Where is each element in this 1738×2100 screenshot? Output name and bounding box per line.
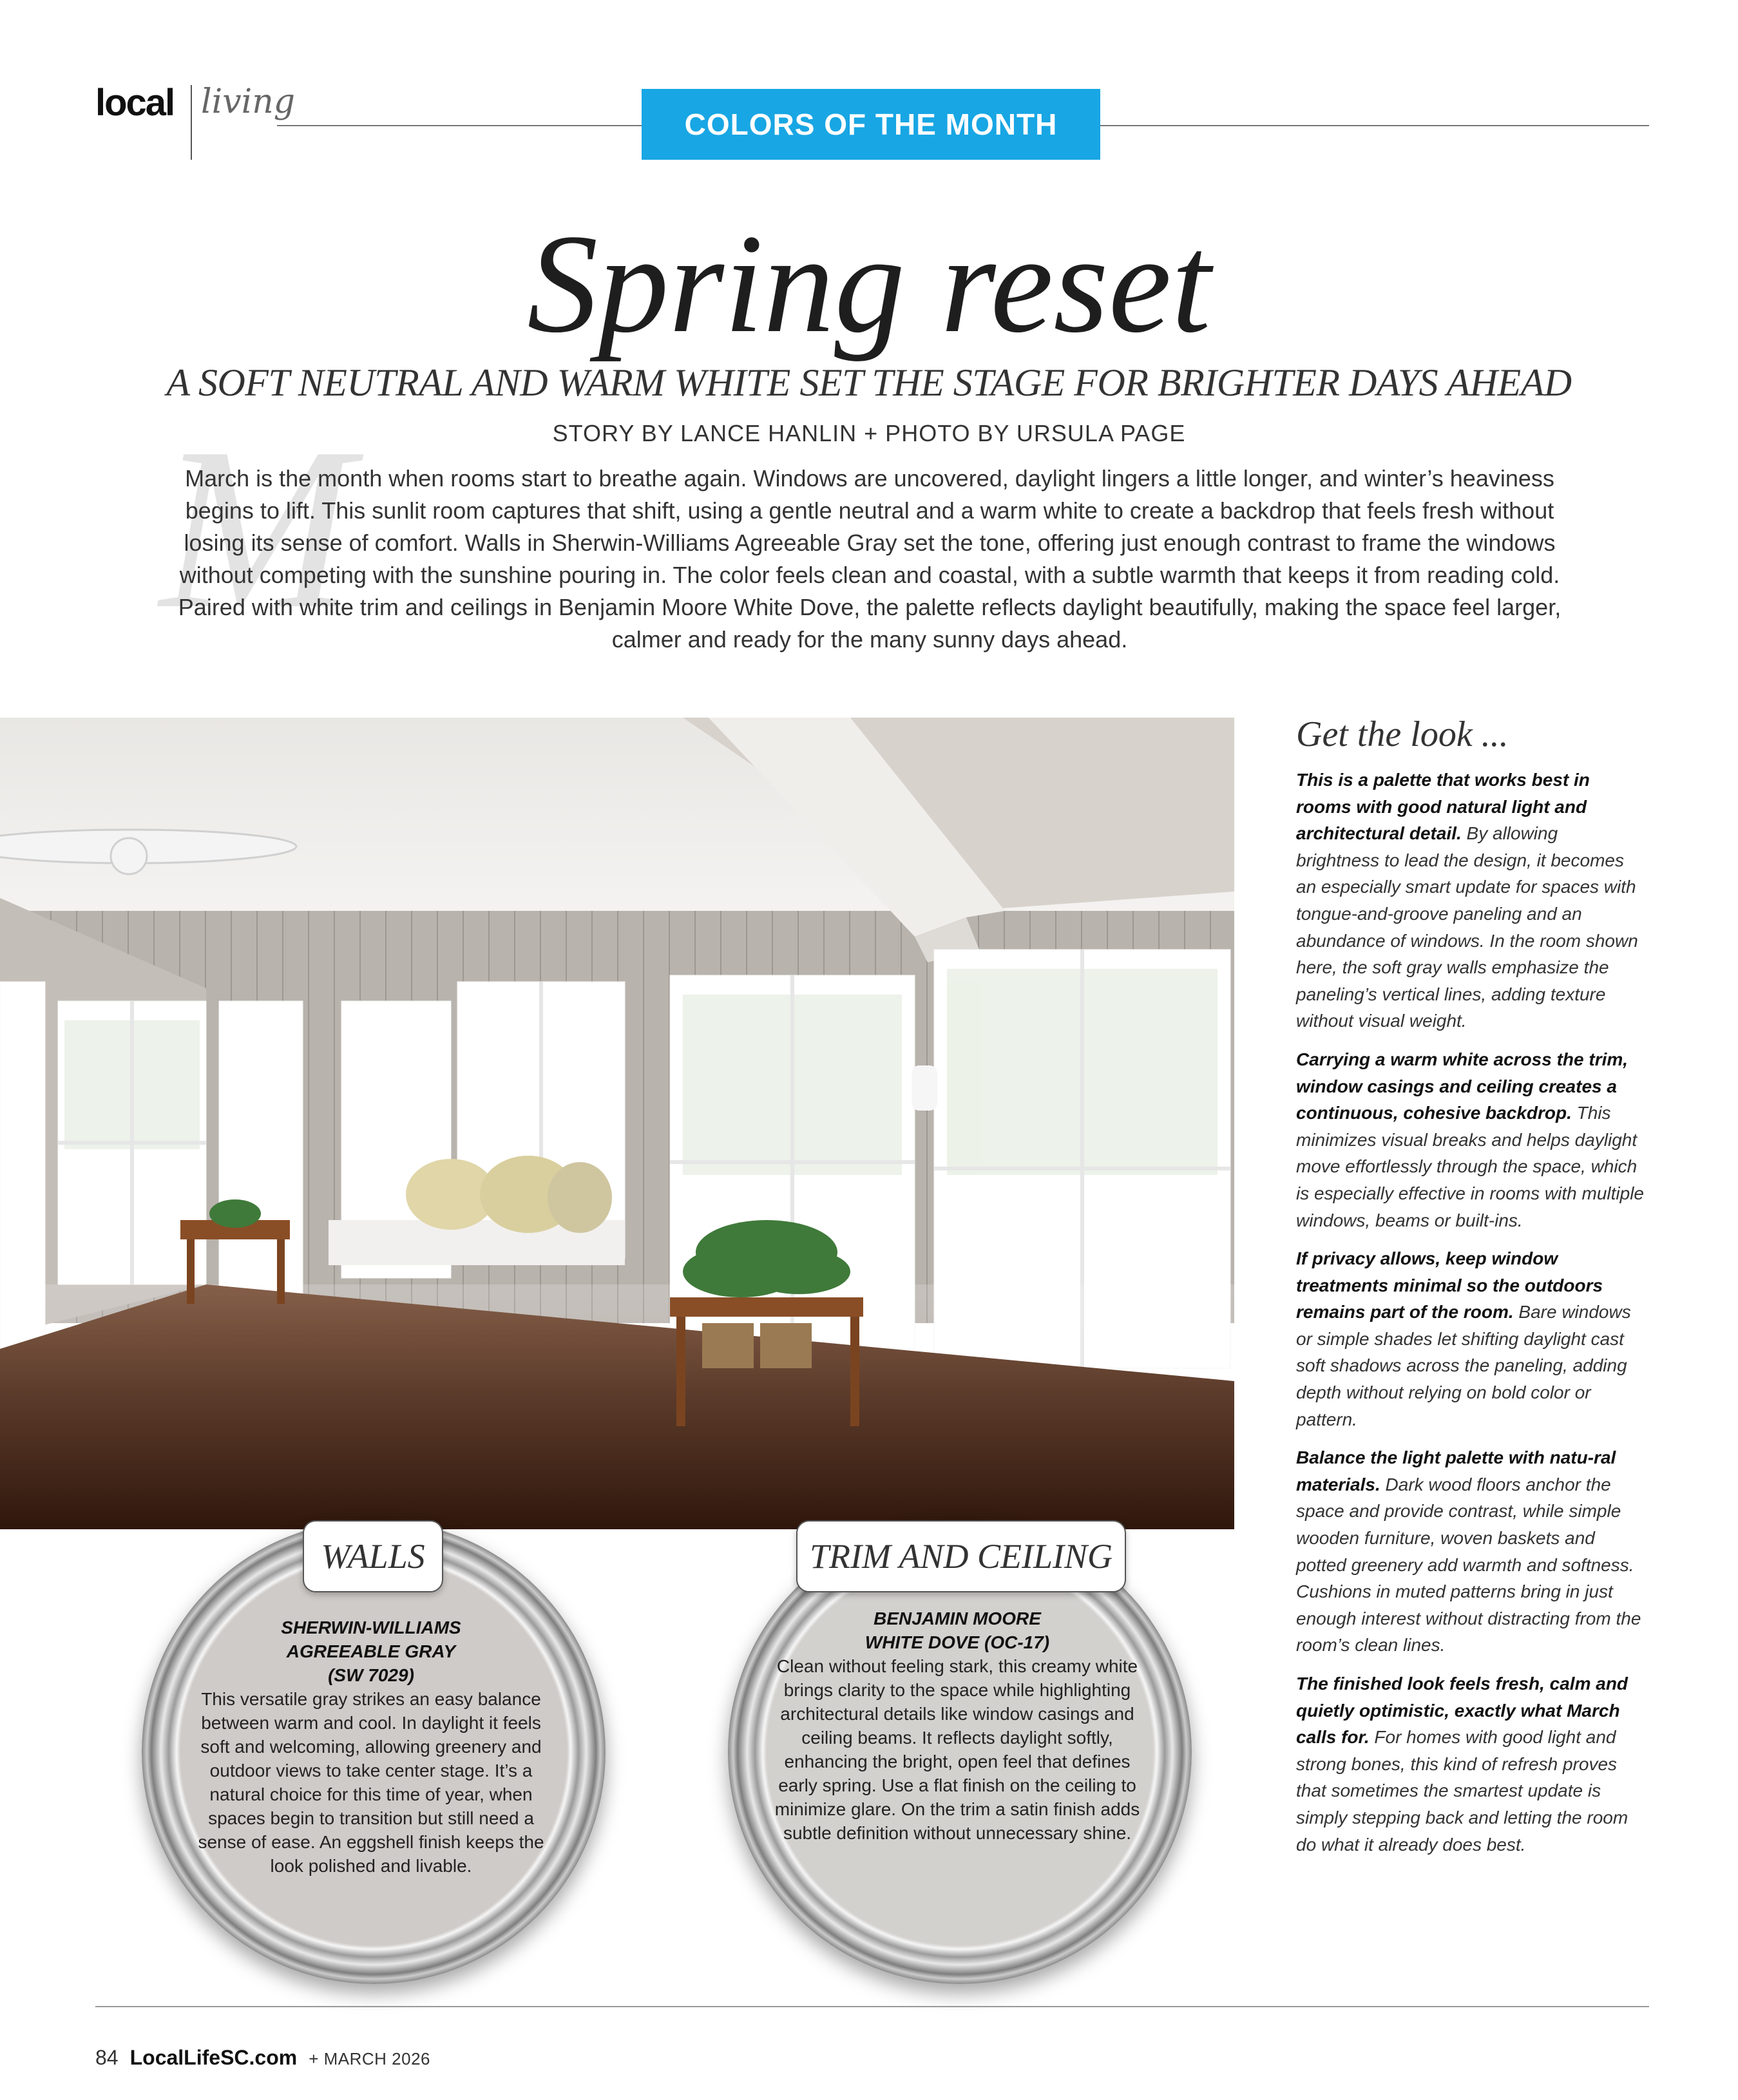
walls-description: This versatile gray strikes an easy balance between warm and cool. In daylight it feels soft and welcoming, allowing greenery and outdoor views to take center stage. It’s a natural choice for this time of year, when spaces begin to transition but still need a sense of ease. An eggshell finish keeps the look polished and livable. bbox=[198, 1689, 544, 1876]
brand-section-name: living bbox=[201, 82, 296, 121]
intro-paragraph: March is the month when rooms start to breathe again. Windows are uncovered, daylight lingers a little longer, and winter’s heaviness begins to lift. This sunlit room captures that shift, using a gentle neutral and a warm white to create a backdrop that feels fresh without losing its sense of comfort. Walls in Sherwin-Williams Agreeable Gray set the tone, offering just enough contrast to frame the windows without competing with the sunshine pouring in. The color feels clean and coastal, with a subtle warmth that keeps it from reading cold. Paired with white trim and ceilings in Benjamin Moore White Dove, the palette reflects daylight beautifully, making the space feel larger, calmer and ready for the many sunny days ahead. bbox=[178, 465, 1561, 653]
section-banner: COLORS OF THE MONTH bbox=[642, 89, 1100, 160]
trim-color-name: WHITE DOVE (OC-17) bbox=[864, 1632, 1050, 1652]
walls-label: WALLS bbox=[303, 1520, 443, 1592]
room-photo bbox=[0, 718, 1234, 1529]
issue-date: + MARCH 2026 bbox=[309, 2049, 431, 2068]
sunroom-illustration bbox=[0, 718, 1234, 1529]
tip-body: By allowing brightness to lead the design, it becomes an especially smart update for spaces with tongue-and-groove paneling and an abundance of windows. In the room shown here, the soft gray walls emphasize the paneling’s vertical lines, adding texture without visual weight. bbox=[1296, 823, 1638, 1031]
tip-body: For homes with good light and strong bones, this kind of refresh proves that sometimes the smartest update is simply stepping back and letting the room do what it already does best. bbox=[1296, 1727, 1628, 1855]
walls-paint-info bbox=[191, 1616, 551, 1878]
page-number: 84 bbox=[95, 2046, 119, 2069]
tip-lead: The finished look feels fresh, calm and quietly optimistic, exactly what March calls for. bbox=[1296, 1674, 1628, 1748]
sidebar-title: Get the look ... bbox=[1296, 714, 1509, 754]
tip-2 bbox=[1296, 1046, 1644, 1234]
trim-description: Clean without feeling stark, this creamy white brings clarity to the space while highlighting architectural details like window casings and ceiling beams. It reflects daylight softly, enhancing the bright, open feel that defines early spring. Use a flat finish on the ceiling to minimize glare. On the trim a satin finish adds subtle definition without unnecessary shine. bbox=[774, 1656, 1140, 1843]
trim-brand: BENJAMIN MOORE bbox=[874, 1608, 1041, 1628]
tip-lead: This is a palette that works best in rooms with good natural light and architectural detail. bbox=[1296, 770, 1590, 844]
brand-logo: local bbox=[95, 82, 175, 124]
tip-5 bbox=[1296, 1670, 1644, 1858]
page-title: Spring reset bbox=[527, 205, 1211, 362]
tip-4 bbox=[1296, 1444, 1644, 1659]
walls-brand: SHERWIN-WILLIAMS bbox=[281, 1618, 461, 1637]
tip-lead: Carrying a warm white across the trim, window casings and ceiling creates a continuous, cohesive backdrop. bbox=[1296, 1049, 1628, 1123]
get-the-look-sidebar bbox=[1296, 714, 1644, 1869]
byline: STORY BY LANCE HANLIN + PHOTO BY URSULA PAGE bbox=[552, 420, 1186, 446]
site-link[interactable]: LocalLifeSC.com bbox=[129, 2046, 298, 2069]
walls-color-name: AGREEABLE GRAY bbox=[286, 1641, 456, 1661]
page-subtitle: A SOFT NEUTRAL AND WARM WHITE SET THE STAGE FOR BRIGHTER DAYS AHEAD bbox=[166, 361, 1572, 404]
tip-lead: Balance the light palette with natu-ral materials. bbox=[1296, 1447, 1616, 1494]
footer bbox=[95, 2046, 430, 2070]
tip-body: Dark wood floors anchor the space and provide contrast, while simple wooden furniture, woven baskets and potted greenery add warmth and softness. Cushions in muted patterns bring in just enough interest without distracting from the room’s clean lines. bbox=[1296, 1474, 1641, 1656]
tip-1 bbox=[1296, 767, 1644, 1035]
drop-cap: M bbox=[160, 399, 353, 656]
tip-body: Bare windows or simple shades let shifting daylight cast soft shadows across the paneling, adding depth without relying on bold color or pattern. bbox=[1296, 1302, 1631, 1429]
footer-rule bbox=[95, 2006, 1649, 2007]
walls-color-code: (SW 7029) bbox=[328, 1665, 414, 1685]
trim-label: TRIM AND CEILING bbox=[796, 1520, 1126, 1592]
tip-lead: If privacy allows, keep window treatments minimal so the outdoors remains part of the room. bbox=[1296, 1248, 1603, 1322]
tip-body: This minimizes visual breaks and helps daylight move effortlessly through the space, which is especially effective in rooms with multiple windows, beams or built-ins. bbox=[1296, 1103, 1644, 1230]
brand-divider bbox=[191, 85, 192, 160]
tip-3 bbox=[1296, 1245, 1644, 1433]
trim-paint-info bbox=[770, 1607, 1144, 1845]
